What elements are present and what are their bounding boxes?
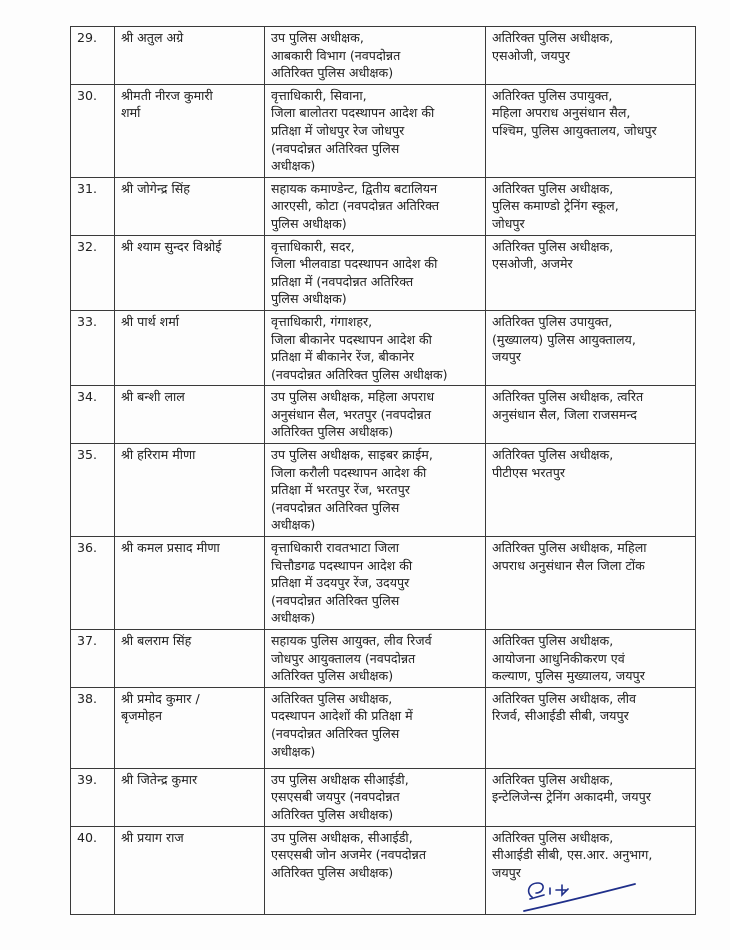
current-posting-line: उप पुलिस अधीक्षक, साइबर क्राईम, <box>271 447 433 463</box>
officer-name-cell <box>115 768 265 826</box>
new-posting-line: अतिरिक्त पुलिस अधीक्षक, <box>492 30 614 45</box>
officer-name-line: श्री बलराम सिंह <box>121 633 192 648</box>
officer-name-cell <box>115 235 265 310</box>
new-posting-line: अतिरिक्त पुलिस उपायुक्त, <box>492 87 613 103</box>
current-posting-line: जोधपुर आयुक्तालय (नवपदोन्नत <box>271 650 416 666</box>
current-posting-line: वृत्ताधिकारी, गंगाशहर, <box>271 313 373 329</box>
current-posting-cell <box>265 84 486 177</box>
current-posting-cell <box>265 235 486 310</box>
officer-name-line: श्री हरिराम मीणा <box>121 447 196 463</box>
current-posting-line: सहायक पुलिस आयुक्त, लीव रिजर्व <box>271 633 432 648</box>
current-posting-line: वृत्ताधिकारी, सिवाना, <box>271 87 367 103</box>
new-posting-cell <box>486 84 696 177</box>
serial-number: 36. <box>71 537 115 630</box>
serial-number: 40. <box>71 826 115 914</box>
current-posting-line: जिला भीलवाडा पदस्थापन आदेश की <box>271 256 438 272</box>
current-posting-line: (नवपदोन्नत अतिरिक्त पुलिस <box>271 499 400 515</box>
current-posting-line: उप पुलिस अधीक्षक, सीआईडी, <box>271 829 413 845</box>
current-posting-line: अतिरिक्त पुलिस अधीक्षक) <box>271 424 394 440</box>
current-posting-line: वृत्ताधिकारी, सदर, <box>271 238 355 254</box>
serial-number: 30. <box>71 84 115 177</box>
new-posting-line: महिला अपराध अनुसंधान सैल, <box>492 105 631 121</box>
new-posting-line: जोधपुर <box>492 215 525 231</box>
current-posting-line: एसएसबी जोन अजमेर (नवपदोन्नत <box>271 847 427 863</box>
current-posting-line: अधीक्षक) <box>271 743 316 759</box>
current-posting-line: जिला बालोतरा पदस्थापन आदेश की <box>271 105 435 121</box>
current-posting-line: अतिरिक्त पुलिस अधीक्षक) <box>271 806 394 822</box>
current-posting-cell <box>265 537 486 630</box>
new-posting-cell <box>486 444 696 537</box>
officer-name-cell <box>115 444 265 537</box>
signature-stroke <box>550 885 568 895</box>
serial-number: 34. <box>71 386 115 444</box>
current-posting-cell <box>265 768 486 826</box>
current-posting-line: आबकारी विभाग (नवपदोन्नत <box>271 47 401 63</box>
current-posting-cell <box>265 444 486 537</box>
serial-number: 33. <box>71 310 115 385</box>
new-posting-line: आयोजना आधुनिकीकरण एवं <box>492 650 625 666</box>
officer-name-cell <box>115 386 265 444</box>
serial-number: 38. <box>71 687 115 768</box>
current-posting-line: अतिरिक्त पुलिस अधीक्षक) <box>271 668 394 684</box>
new-posting-line: अतिरिक्त पुलिस अधीक्षक, <box>492 180 614 196</box>
table-row <box>71 310 696 385</box>
officer-name-cell <box>115 310 265 385</box>
current-posting-line: अतिरिक्त पुलिस अधीक्षक) <box>271 864 394 880</box>
new-posting-line: अतिरिक्त पुलिस अधीक्षक, <box>492 771 614 787</box>
transfer-list-table <box>70 26 696 915</box>
new-posting-line: अनुसंधान सैल, जिला राजसमन्द <box>492 406 637 422</box>
current-posting-line: (नवपदोन्नत अतिरिक्त पुलिस अधीक्षक) <box>271 366 448 382</box>
officer-name-line: श्री प्रयाग राज <box>121 829 184 845</box>
current-posting-line: प्रतिक्षा में उदयपुर रेंज, उदयपुर <box>271 575 410 591</box>
signature-stroke <box>529 883 544 899</box>
table-row <box>71 27 696 85</box>
table-row <box>71 630 696 688</box>
new-posting-cell <box>486 27 696 85</box>
current-posting-cell <box>265 630 486 688</box>
current-posting-line: अधीक्षक) <box>271 610 316 626</box>
new-posting-line: अतिरिक्त पुलिस अधीक्षक, <box>492 447 614 463</box>
officer-name-line: श्री श्याम सुन्दर विश्नोई <box>121 238 222 254</box>
officer-name-cell <box>115 84 265 177</box>
current-posting-line: उप पुलिस अधीक्षक, <box>271 30 364 45</box>
serial-number: 39. <box>71 768 115 826</box>
new-posting-line: अतिरिक्त पुलिस अधीक्षक, महिला <box>492 540 647 556</box>
new-posting-line: एसओजी, जयपुर <box>492 47 570 63</box>
current-posting-line: (नवपदोन्नत अतिरिक्त पुलिस <box>271 140 400 156</box>
new-posting-line: (मुख्यालय) पुलिस आयुक्तालय, <box>492 331 636 347</box>
current-posting-line: प्रतिक्षा में भरतपुर रेंज, भरतपुर <box>271 482 410 498</box>
current-posting-line: पदस्थापन आदेशों की प्रतिक्षा में <box>271 708 413 724</box>
new-posting-cell <box>486 630 696 688</box>
new-posting-line: अतिरिक्त पुलिस अधीक्षक, लीव <box>492 690 637 706</box>
current-posting-line: पुलिस अधीक्षक) <box>271 215 347 231</box>
officer-name-cell <box>115 687 265 768</box>
current-posting-line: अधीक्षक) <box>271 158 316 174</box>
new-posting-cell <box>486 386 696 444</box>
new-posting-cell <box>486 687 696 768</box>
table-row <box>71 687 696 768</box>
officer-name-line: श्री बन्शी लाल <box>121 389 185 405</box>
current-posting-line: चित्तौडगढ पदस्थापन आदेश की <box>271 557 413 573</box>
current-posting-line: अतिरिक्त पुलिस अधीक्षक) <box>271 65 394 81</box>
serial-number: 31. <box>71 177 115 235</box>
officer-name-line: बृजमोहन <box>121 708 163 724</box>
new-posting-line: अतिरिक्त पुलिस अधीक्षक, <box>492 829 614 845</box>
table-row <box>71 444 696 537</box>
signature-underline <box>524 884 635 911</box>
current-posting-cell <box>265 687 486 768</box>
officer-name-cell <box>115 177 265 235</box>
serial-number: 37. <box>71 630 115 688</box>
serial-number: 29. <box>71 27 115 85</box>
new-posting-line: अपराध अनुसंधान सैल जिला टोंक <box>492 557 645 573</box>
officer-name-line: श्रीमती नीरज कुमारी <box>121 87 213 103</box>
current-posting-cell <box>265 386 486 444</box>
current-posting-line: अधीक्षक) <box>271 517 316 533</box>
current-posting-line: जिला बीकानेर पदस्थापन आदेश की <box>271 331 432 347</box>
current-posting-line: प्रतिक्षा में (नवपदोन्नत अतिरिक्त <box>271 273 414 289</box>
new-posting-line: रिजर्व, सीआईडी सीबी, जयपुर <box>492 708 629 724</box>
current-posting-line: वृत्ताधिकारी रावतभाटा जिला <box>271 540 400 556</box>
current-posting-cell <box>265 177 486 235</box>
new-posting-line: जयपुर <box>492 349 521 365</box>
officer-name-line: श्री कमल प्रसाद मीणा <box>121 540 220 556</box>
officer-name-cell <box>115 537 265 630</box>
officer-name-line: श्री जोगेन्द्र सिंह <box>121 180 190 196</box>
table-body <box>71 27 696 915</box>
new-posting-line: एसओजी, अजमेर <box>492 256 573 272</box>
table-row <box>71 177 696 235</box>
signature-mark <box>520 875 640 915</box>
new-posting-line: पुलिस कमाण्डो ट्रेनिंग स्कूल, <box>492 198 619 214</box>
officer-name-line: श्री प्रमोद कुमार / <box>121 690 200 706</box>
new-posting-line: अतिरिक्त पुलिस अधीक्षक, <box>492 633 614 648</box>
current-posting-line: आरएसी, कोटा (नवपदोन्नत अतिरिक्त <box>271 198 440 214</box>
officer-name-line: श्री जितेन्द्र कुमार <box>121 771 198 787</box>
officer-name-line: श्री अतुल अग्रे <box>121 30 184 45</box>
table-row <box>71 84 696 177</box>
new-posting-line: कल्याण, पुलिस मुख्यालय, जयपुर <box>492 668 645 684</box>
new-posting-line: इन्टेलिजेन्स ट्रेनिंग अकादमी, जयपुर <box>492 789 651 805</box>
table-row <box>71 235 696 310</box>
current-posting-line: जिला करौली पदस्थापन आदेश की <box>271 464 427 480</box>
current-posting-cell <box>265 826 486 914</box>
table-row <box>71 768 696 826</box>
new-posting-cell <box>486 768 696 826</box>
current-posting-cell <box>265 310 486 385</box>
new-posting-line: पश्चिम, पुलिस आयुक्तालय, जोधपुर <box>492 122 657 138</box>
officer-name-line: शर्मा <box>121 105 141 121</box>
current-posting-line: एसएसबी जयपुर (नवपदोन्नत <box>271 789 400 805</box>
new-posting-cell <box>486 310 696 385</box>
current-posting-line: पुलिस अधीक्षक) <box>271 291 347 307</box>
current-posting-cell <box>265 27 486 85</box>
current-posting-line: उप पुलिस अधीक्षक, महिला अपराध <box>271 389 435 405</box>
current-posting-line: प्रतिक्षा में जोधपुर रेज जोधपुर <box>271 122 405 138</box>
current-posting-line: सहायक कमाण्डेन्ट, द्वितीय बटालियन <box>271 180 438 196</box>
new-posting-line: अतिरिक्त पुलिस अधीक्षक, <box>492 238 614 254</box>
new-posting-cell <box>486 235 696 310</box>
new-posting-line: जयपुर <box>492 864 521 880</box>
officer-name-cell <box>115 826 265 914</box>
current-posting-line: अतिरिक्त पुलिस अधीक्षक, <box>271 690 393 706</box>
new-posting-cell <box>486 537 696 630</box>
serial-number: 35. <box>71 444 115 537</box>
officer-name-cell <box>115 630 265 688</box>
new-posting-line: सीआईडी सीबी, एस.आर. अनुभाग, <box>492 847 653 863</box>
current-posting-line: अनुसंधान सैल, भरतपुर (नवपदोन्नत <box>271 406 432 422</box>
serial-number: 32. <box>71 235 115 310</box>
new-posting-line: पीटीएस भरतपुर <box>492 464 565 480</box>
current-posting-line: (नवपदोन्नत अतिरिक्त पुलिस <box>271 725 400 741</box>
new-posting-line: अतिरिक्त पुलिस अधीक्षक, त्वरित <box>492 389 644 405</box>
table-row <box>71 537 696 630</box>
table-row <box>71 386 696 444</box>
officer-name-line: श्री पार्थ शर्मा <box>121 313 180 329</box>
new-posting-cell <box>486 177 696 235</box>
current-posting-line: प्रतिक्षा में बीकानेर रेंज, बीकानेर <box>271 349 414 365</box>
current-posting-line: (नवपदोन्नत अतिरिक्त पुलिस <box>271 592 400 608</box>
new-posting-line: अतिरिक्त पुलिस उपायुक्त, <box>492 313 613 329</box>
officer-name-cell <box>115 27 265 85</box>
current-posting-line: उप पुलिस अधीक्षक सीआईडी, <box>271 771 409 787</box>
